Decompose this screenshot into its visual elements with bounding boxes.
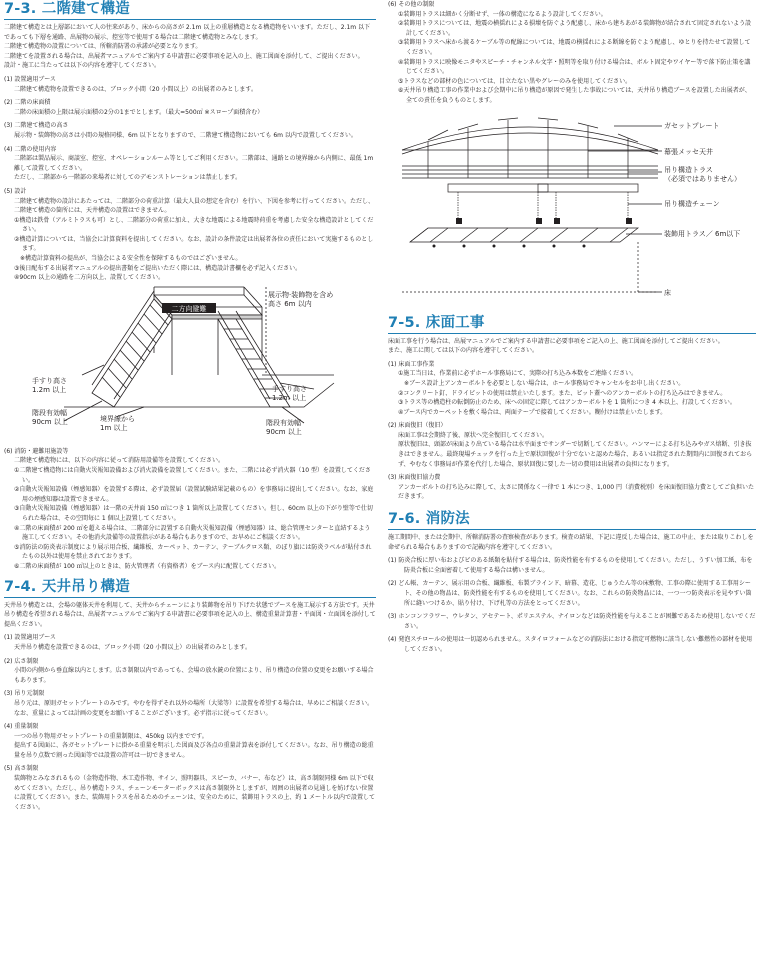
subsection [4, 447, 376, 572]
subsection-title: (3) 吊り元制限 [4, 690, 45, 698]
subsection-title: (2) 床面復旧（復旧） [388, 422, 447, 430]
subsection-body: ①構造は鉄骨（アルミトラスも可）とし、二階部分の荷重に加え、大きな地震による地震時荷重を考慮した安全な構造設計としてください。 [14, 216, 374, 234]
subsection-title: (3) 二階建て構造の高さ [4, 122, 69, 130]
subsection-title: (1) 設置適用ブース [4, 75, 56, 83]
subsection-body: 二階建て構造物を設置できるのは、ブロック小間（20 小間以上）の出展者のみとします。 [14, 85, 257, 93]
hanging-truss-label: 吊り構造トラス [664, 165, 713, 174]
stair-width-line: 階段有効幅 [32, 408, 67, 417]
stair-width-line: 階段有効幅 [266, 418, 301, 427]
subsection [388, 635, 756, 654]
subsection-body: アンカーボルトの打ち込みに際して、太さに関係なく一律で 1 本につき、1,000 円（消費税別）を床面復旧協力費としてご負担いただきます。 [398, 483, 754, 501]
subsection-body: 装飾物とみなされるもの（金物造作物、木工造作物、サイン、照明器具、スピーカ、バナー、布など）は、高さ制限同様 6m 以下で収めてください。ただし、吊り構造トラス、チェーンモーターボックスは高さ制限外としますが、周囲の出展者の見通しを妨げない位置に設置してください。また、装飾用トラスを吊るためのチェーンは、安全のために、装飾用トラスの上、約 1 メートル以内で設置してください。 [14, 775, 375, 811]
intro-paragraph: 二階建て構造物の設置については、所轄消防署の承諾が必要となります。 [4, 43, 202, 51]
subsection-title: (3) ホンコンフラワー、ウレタン、アセテート、ポリエステル、ナイロンなどは防炎性能を与えることが困難であるため使用しないでください。 [388, 613, 756, 630]
intro-paragraph: 施工期間中、または会期中、所轄消防署の査察検査があります。検査の結果、下記に違反した場合は、施工の中止、または取りこわしを命ぜられる場合もありますので記載内容を遵守してください。 [388, 534, 754, 551]
section-title-7-3: 7-3. 二階建て構造 [4, 1, 130, 17]
intro-paragraph: 二階建て構造とは上層部において人の往来があり、床からの高さが 2.1m 以上の重層構造となる構造物をいいます。ただし、2.1m 以下であっても下層を通路、出展物の展示、控室等で使用する場合は二階建て構造物とみなします。 [4, 24, 371, 41]
subsection-body: 天井吊り構造を設置できるのは、ブロック小間（20 小間以上）の出展者のみとします。 [14, 643, 251, 651]
section-title-7-5: 7-5. 床面工事 [388, 314, 485, 331]
subsection-title: (2) 二階の床面積 [4, 99, 51, 107]
subsection [388, 473, 756, 502]
chain-label: 吊り構造チェーン [664, 199, 720, 208]
subsection [4, 689, 376, 718]
subsection-body: ④二階の床面積が 200 ㎡を超える場合は、二階部分に設置する自動火災報知設備（煙感知器）は、総合管理センターと直結するよう施工してください。その他消火設備等の設置指示がある場合もありますので、お早めにご相談ください。 [14, 524, 371, 542]
subsection-body: 原状復旧は、頭部が床面より出ている場合は水平面までサンダーで切断してください。ハンマーによる打ち込みやガス熔断、引き抜きはできません。最終現場チェックを行った上で原状回復が十分でないと認めた場合、あるいは指定された期間内に回復されておらず、やむなく事務局が作業を代行した場合、原状回復に要した一切の費用は出展者の負担になります。 [398, 441, 753, 468]
section-title-7-4: 7-4. 天井吊り構造 [4, 578, 130, 595]
subsection-body: ③トラス等の構造柱の転倒防止のため、床への固定に際してはアンカーボルトを 1 箇所につき 4 本以上、打設してください。 [398, 399, 736, 407]
subsection-body: 提出する図面に、各ガセットプレートに掛かる重量を明示した図面及び各点の重量計算表を添付してください。なお、吊り構造の総重量を吊り点数で割った図面等では設置の許可は一切できません。 [14, 742, 374, 759]
subsection-body: ⑤トラスなどの部材の色については、目立たない黒やグレーのみを使用してください。 [398, 77, 632, 85]
subsection [4, 722, 376, 760]
section-title-7-6: 7-6. 消防法 [388, 511, 470, 528]
intro-paragraph: 二階建てを設置される場合は、出展者マニュアルでご案内する申請書に必要事項を記入の上、施工図面を添付して、ご提出ください。 [4, 52, 364, 60]
subsection-body: ⑥二階の床面積が 100 ㎡以上のときは、防火管理者（有資格者）をブース内に配置してください。 [14, 562, 281, 570]
deco-truss-label: 装飾用トラス／ 6m以下 [664, 229, 741, 238]
section-rule [388, 333, 756, 334]
subsection-body: ※ブース設計上アンカーボルトを必要としない場合は、ホール事務局でキャンセルをお申し出ください。 [398, 379, 685, 387]
subsection [4, 98, 376, 117]
subsection-body: ⑥天井吊り構造工事の作業中および会期中に吊り構造が原因で発生した事故については、天井吊り構造ブースを設置した出展者が、全ての責任を負うものとします。 [398, 87, 751, 104]
stair-width-line: 90cm 以上 [32, 417, 68, 426]
subsection-body: ②装飾用トラスについては、地震の横揺れによる損壊を防ぐよう配慮し、床から建ちあがる装飾物が結合されて固定されないよう設計してください。 [398, 20, 752, 37]
subsection-body: 展示物・装飾物の高さは小間の規格同様、6m 以下となりますので、二階建て構造物においても 6m 以内で設置してください。 [14, 131, 357, 139]
subsection-body: ※構造計算資料の提出が、当協会による安全性を保障するものではございません。 [14, 255, 242, 263]
subsection-body: 一つの吊り物用ガセットプレートの重量制限は、450kg 以内までです。 [14, 732, 208, 740]
subsection-title: (2) 広さ制限 [4, 657, 39, 665]
subsection [4, 633, 376, 652]
section-rule [388, 529, 756, 530]
height-limit-line: 展示物·装飾物を含め [268, 290, 334, 299]
height-limit-label [268, 290, 335, 308]
subsection [388, 556, 756, 575]
two-story-diagram [4, 283, 376, 443]
subsection [388, 579, 756, 608]
subsection [388, 360, 756, 418]
stair-width-left-label [32, 408, 69, 426]
subsection-body: ②コンクリート釘、ドライビットの使用は禁止いたします。また、ピット蓋へのアンカーボルトの打ち込みはできません。 [398, 389, 727, 397]
rail-height-line: 1.2m 以上 [272, 393, 307, 402]
escape-route-label: 二方向避難 [171, 304, 207, 313]
subsection-body: 二階建て構造物の設計にあたっては、二階部分の荷重計算（最大人員の想定を含む）を行い、下図を参考に行ってください。ただし、二階建て構造の箇所には、天井構造の設置はできません。 [14, 197, 375, 215]
subsection [388, 421, 756, 469]
intro-paragraph: 床面工事を行う場合は、出展マニュアルでご案内する申請書に必要事項をご記入の上、施工図面を添付してご提出ください。 また、施工に関しては以下の内容を遵守してください。 [388, 337, 724, 355]
subsection-body: 小間の内側から垂直線以内とします。広さ制限以内であっても、会場の放水銃の位置により、吊り構造の位置の変更をお願いする場合もあります。 [14, 667, 374, 684]
subsection-title: (6) 消防・避難用施設等 [4, 447, 69, 455]
ceiling-suspension-diagram [388, 106, 756, 306]
subsection-title: (1) 床面工事作業 [388, 360, 435, 368]
messe-ceiling-label: 幕張メッセ天井 [664, 147, 713, 156]
subsection-title: (5) 高さ制限 [4, 765, 39, 773]
height-limit-line: 高さ 6m 以内 [268, 299, 312, 308]
subsection-body: ④装飾用トラスに映像モニタやスピーチ・チャンネル文字・照明等を取り付ける場合は、ボルト固定やワイヤー等で落下防止策を講じてください。 [398, 58, 751, 76]
subsection-body: 床面工事は会期終了後、原状へ完全復旧してください。 [398, 431, 549, 439]
subsection-title: (3) 床面復旧協力費 [388, 474, 441, 482]
subsection-body: ①二階建て構造物には自動火災報知設備および消火設備を設置してください。また、二階には必ず消火器（10 型）を設置してください。 [14, 467, 371, 484]
subsection-title: (4) 二階の使用内容 [4, 145, 57, 153]
subsection [388, 0, 756, 106]
subsection-title: (4) 重量制限 [4, 723, 39, 731]
rail-height-line: 1.2m 以上 [32, 385, 67, 394]
section-rule [4, 597, 376, 598]
subsection-title: (1) 防炎合板に厚い布およびビのある紙類を貼付する場合は、防炎性能を有するものを使用してください。ただし、うすい加工紙、布を防炎合板に全面密着して使用する場合は構いません。 [388, 557, 753, 574]
boundary-line: 境界線から [100, 414, 135, 423]
stair-width-line: 90cm 以上 [266, 427, 302, 436]
subsection [4, 764, 376, 812]
subsection-body: ③後日配布する出展者マニュアルの提出書類をご提出いただく際には、構造設計書欄を必ず記入ください。 [14, 264, 302, 272]
subsection-title: (4) 発泡スチロールの使用は一切認められません。スタイロフォームなどの消防法における指定可燃物に該当しない難燃性の部材を使用してください。 [388, 636, 753, 653]
subsection-body: ④ブース内でカーペットを敷く場合は、両面テープで接着してください。糊付けは禁止いたします。 [398, 408, 667, 416]
boundary-label [100, 414, 137, 432]
subsection-body: ⑤消防法の防炎表示制度により展示用合板、繊維板、カーペット、カーテン、テーブルクロス類、のぼり旗には防炎ラベルが貼付されたもの以外は使用を禁止されております。 [14, 543, 372, 561]
subsection [4, 145, 376, 183]
rail-height-line: 手すり高さ [272, 384, 307, 393]
subsection [388, 612, 756, 631]
floor-label: 床 [664, 288, 671, 297]
gusset-plate-label: ガセットプレート [664, 121, 720, 130]
subsection [4, 75, 376, 94]
boundary-line: 1m 以上 [100, 423, 128, 432]
subsection-body: ②自動火災報知設備（煙感知器）を設置する際は、必ず設置届（設置試験結果記載のもの）を事務局に提出してください。なお、家庭用の煙感知器は設置できません。 [14, 486, 374, 503]
subsection-title: (2) どん帳、カーテン、展示用の合板、繊維板、布製ブラインド、暗幕、造花、じゅうたん等の床敷物、工事の際に使用する工事用シート、その他の物品は、防炎性能を有するものを使用してください。なお、これらの防炎物品には、一つ一つ防炎表示を見やすい箇所に縫いつけるか、貼り付け、下げ札等の方法をとってください。 [388, 580, 752, 607]
subsection-body: ②構造計算については、当協会に計算資料を提出してください。なお、設計の条件設定は出展者各位の責任において実施するものとします。 [14, 235, 374, 253]
subsection-title: (1) 設置適用ブース [4, 634, 56, 642]
rail-height-line: 手すり高さ [32, 376, 67, 385]
rail-height-left-label [32, 376, 69, 394]
subsection-title: (6) その他の制限 [388, 1, 435, 8]
subsection [4, 187, 376, 283]
subsection-body: 二階部は製品展示、商談室、控室、オペレーションルーム等としてご利用ください。二階部は、通路との境界線から内側に、最低 1m 離して設置してください。 [14, 155, 376, 172]
right-column [388, 0, 756, 963]
subsection-body: ③装飾用トラスへ床から渡るケーブル等の配線については、地震の横揺れによる断線を防ぐよう配慮し、ゆとりを持たせて設置してください。 [398, 39, 751, 56]
intro-paragraph: 設計・施工に当たっては以下の内容を遵守してください。 [4, 62, 161, 70]
subsection-body: ④90cm 以上の通路を二方向以上、設置してください。 [14, 274, 165, 282]
hanging-truss-note: （必須ではありません） [664, 174, 741, 183]
section-rule [4, 19, 376, 20]
subsection-body: 吊り元は、原則ガセットプレートのみです。やむを得ずそれ以外の場所（大梁等）に設置を希望する場合は、早めにご相談ください。なお、重量によっては計画の変更をお願いすることがございます。必ず指示に従ってください。 [14, 699, 374, 717]
subsection-body: ただし、二階部から一階部の来場者に対してのデモンストレーションは禁止します。 [14, 174, 242, 182]
subsection-body: 二階の床面積の上限は展示面積の2分の1までとします。（最大=500㎡ ※スロープ面積含む） [14, 108, 264, 116]
subsection-body: ①装飾用トラスは細かく分断せず、一体の構造になるよう設計してください。 [398, 10, 607, 18]
stair-width-right-label [266, 418, 303, 436]
intro-paragraph: 天井吊り構造とは、会場の躯体天井を利用して、天井からチェーンにより装飾物を吊り下げた状態でブースを施工展示する方法です。天井吊り構造を希望される場合は、出展者マニュアルでご案内する申請書に必要事項を記入の上、構造重量計算書・平面図・立面図を添付して提出ください。 [4, 601, 376, 628]
subsection-body: ③自動火災報知設備（煙感知器）は一階の天井面 150 ㎡につき 1 箇所以上設置してください。但し、60cm 以上の下がり壁等で仕切られた場合は、その空間毎に 1 個以上設置してください。 [14, 505, 373, 522]
left-column [4, 0, 376, 963]
subsection-body: 二階建て構造物には、以下の内容に従って消防用設備等を設置してください。 [14, 457, 225, 465]
subsection [4, 657, 376, 686]
subsection [4, 121, 376, 140]
subsection-title: (5) 設計 [4, 187, 27, 195]
subsection-body: ①施工当日は、作業前に必ずホール事務局にて、実際の打ち込み本数をご連絡ください。 [398, 370, 638, 378]
